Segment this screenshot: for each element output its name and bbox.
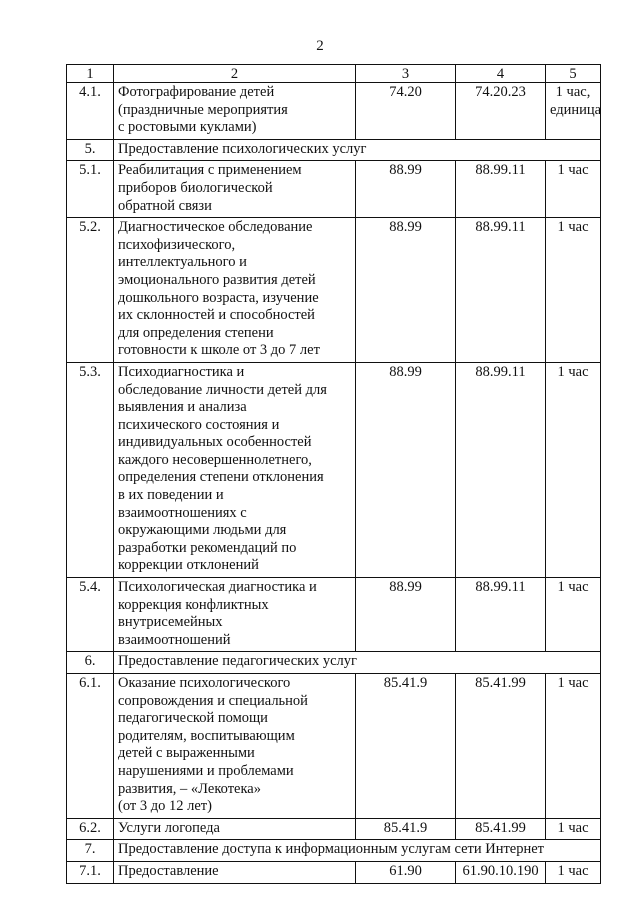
okved-code: 85.41.9 xyxy=(356,674,456,819)
header-col-5: 5 xyxy=(546,65,601,83)
section-number: 5. xyxy=(67,139,114,161)
header-col-2: 2 xyxy=(114,65,356,83)
item-number: 7.1. xyxy=(67,861,114,883)
unit-of-measure: 1 час xyxy=(546,578,601,652)
header-col-4: 4 xyxy=(456,65,546,83)
services-table xyxy=(66,64,601,884)
service-description: Услуги логопеда xyxy=(114,818,356,840)
okpd-code: 88.99.11 xyxy=(456,161,546,218)
service-description: Психодиагностика и обследование личности детей для выявления и анализа психического состояния и индивидуальных особенностей каждого несовершеннолетнего, определения степени отклонения в их поведении и взаимоотношениях с окружающими людьми для разработки рекомендаций по коррекции отклонений xyxy=(114,362,356,577)
page-number: 2 xyxy=(316,38,324,54)
okved-code: 85.41.9 xyxy=(356,818,456,840)
okved-code: 61.90 xyxy=(356,861,456,883)
okved-code: 74.20 xyxy=(356,83,456,140)
unit-of-measure: 1 час xyxy=(546,861,601,883)
section-row xyxy=(67,652,601,674)
table-row xyxy=(67,818,601,840)
service-description: Психологическая диагностика и коррекция конфликтных внутрисемейных взаимоотношений xyxy=(114,578,356,652)
section-title: Предоставление доступа к информационным услугам сети Интернет xyxy=(114,840,601,862)
unit-of-measure: 1 час xyxy=(546,161,601,218)
table-row xyxy=(67,362,601,577)
item-number: 5.4. xyxy=(67,578,114,652)
section-title: Предоставление педагогических услуг xyxy=(114,652,601,674)
section-row xyxy=(67,840,601,862)
item-number: 6.1. xyxy=(67,674,114,819)
okpd-code: 88.99.11 xyxy=(456,362,546,577)
item-number: 5.1. xyxy=(67,161,114,218)
service-description: Предоставление xyxy=(114,861,356,883)
table-row xyxy=(67,161,601,218)
service-description: Диагностическое обследование психофизического, интеллектуального и эмоционального развития детей дошкольного возраста, изучение их склонностей и способностей для определения степени готовности к школе от 3 до 7 лет xyxy=(114,218,356,363)
okved-code: 88.99 xyxy=(356,362,456,577)
item-number: 5.3. xyxy=(67,362,114,577)
section-row xyxy=(67,139,601,161)
table-row xyxy=(67,83,601,140)
section-number: 6. xyxy=(67,652,114,674)
okpd-code: 85.41.99 xyxy=(456,674,546,819)
okpd-code: 85.41.99 xyxy=(456,818,546,840)
okved-code: 88.99 xyxy=(356,218,456,363)
okved-code: 88.99 xyxy=(356,578,456,652)
table-row xyxy=(67,674,601,819)
header-row xyxy=(67,65,601,83)
table-row xyxy=(67,218,601,363)
item-number: 4.1. xyxy=(67,83,114,140)
unit-of-measure: 1 час xyxy=(546,218,601,363)
unit-of-measure: 1 час xyxy=(546,818,601,840)
okved-code: 88.99 xyxy=(356,161,456,218)
okpd-code: 88.99.11 xyxy=(456,218,546,363)
service-description: Фотографирование детей (праздничные мероприятия с ростовыми куклами) xyxy=(114,83,356,140)
unit-of-measure: 1 час xyxy=(546,362,601,577)
header-col-1: 1 xyxy=(67,65,114,83)
okpd-code: 74.20.23 xyxy=(456,83,546,140)
unit-of-measure: 1 час, единица xyxy=(546,83,601,140)
okpd-code: 61.90.10.190 xyxy=(456,861,546,883)
section-number: 7. xyxy=(67,840,114,862)
service-description: Реабилитация с применением приборов биологической обратной связи xyxy=(114,161,356,218)
unit-of-measure: 1 час xyxy=(546,674,601,819)
header-col-3: 3 xyxy=(356,65,456,83)
item-number: 6.2. xyxy=(67,818,114,840)
okpd-code: 88.99.11 xyxy=(456,578,546,652)
section-title: Предоставление психологических услуг xyxy=(114,139,601,161)
item-number: 5.2. xyxy=(67,218,114,363)
table-row xyxy=(67,861,601,883)
table-row xyxy=(67,578,601,652)
service-description: Оказание психологического сопровождения и специальной педагогической помощи родителям, воспитывающим детей с выраженными нарушениями и проблемами развития, – «Лекотека» (от 3 до 12 лет) xyxy=(114,674,356,819)
